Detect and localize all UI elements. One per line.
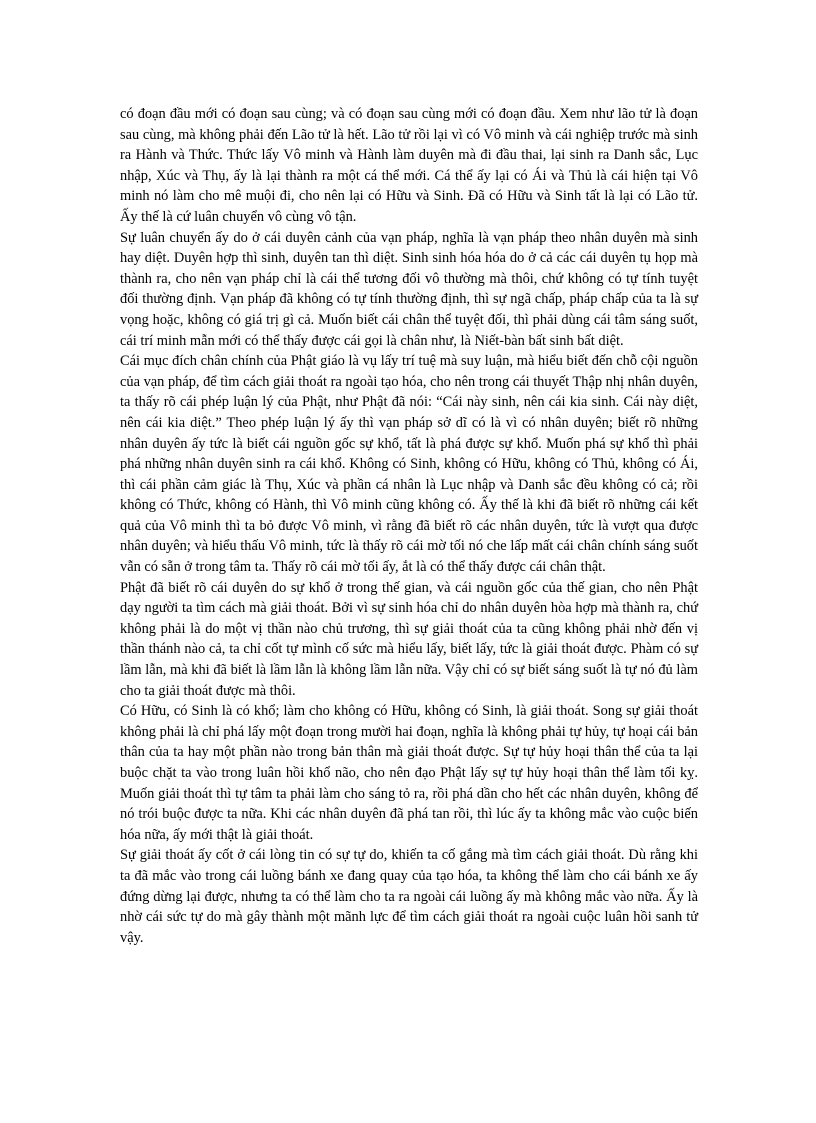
paragraph-6: Sự giải thoát ấy cốt ở cái lòng tin có sự tự do, khiến ta cố gắng mà tìm cách giải thoát. Dù rằng khi ta đã mắc vào trong cái luồng bánh xe đang quay của tạo hóa, ta không thể làm cho cái bánh xe ấy đứng dừng lại được, nhưng ta có thể làm cho ta ra ngoài cái luồng ấy mà không mắc vào nữa. Ấy là nhờ cái sức tự do mà gây thành một mãnh lực để tìm cách giải thoát ra ngoài cuộc luân hồi sanh tử vậy. (120, 847, 698, 946)
paragraph-2: Sự luân chuyển ấy do ở cái duyên cảnh của vạn pháp, nghĩa là vạn pháp theo nhân duyên mà sinh hay diệt. Duyên hợp thì sinh, duyên tan thì diệt. Sinh sinh hóa hóa do ở cả các cái duyên tụ họp mà thành ra, cho nên vạn pháp chỉ là cái thể tương đối vô thường mà thôi, chứ không có tự tính tuyệt đối thường định. Vạn pháp đã không có tự tính thường định, thì sự ngã chấp, pháp chấp của ta là sự vọng hoặc, không có giá trị gì cả. Muốn biết cái chân thể tuyệt đối, thì phải dùng cái tâm sáng suốt, cái trí minh mẫn mới có thể thấy được cái gọi là chân như, là Niết-bàn bất sinh bất diệt. (120, 229, 698, 349)
paragraph-5: Có Hữu, có Sinh là có khổ; làm cho không có Hữu, không có Sinh, là giải thoát. Song sự giải thoát không phải là chỉ phá lấy một đoạn trong mười hai đoạn, nghĩa là không phải tự hủy, tự hoại cái bản thân của ta hay một phần nào trong bản thân mà giải thoát được. Sự tự hủy hoại thân thể của ta lại buộc chặt ta vào trong luân hồi khổ não, cho nên đạo Phật lấy sự tự hủy hoại thân thể làm tối kỵ. Muốn giải thoát thì tự tâm ta phải làm cho sáng tỏ ra, rồi phá dần cho hết các nhân duyên, không để nó trói buộc được ta nữa. Khi các nhân duyên đã phá tan rồi, thì lúc ấy ta không mắc vào cuộc biến hóa nữa, ấy mới thật là giải thoát. (120, 703, 698, 843)
paragraph-3: Cái mục đích chân chính của Phật giáo là vụ lấy trí tuệ mà suy luận, mà hiểu biết đến chỗ cội nguồn của vạn pháp, để tìm cách giải thoát ra ngoài tạo hóa, cho nên trong cái thuyết Thập nhị nhân duyên, ta thấy rõ cái phép luận lý của Phật, như Phật đã nói: “Cái này sinh, nên cái kia sinh. Cái này diệt, nên cái kia diệt.” Theo phép luận lý ấy thì vạn pháp sở dĩ có là vì có nhân duyên; biết rõ những nhân duyên ấy tức là biết cái nguồn gốc sự khổ, tất là phá được sự khổ. Muốn phá sự khổ thì phải phá những nhân duyên sinh ra cái khổ. Không có Sinh, không có Hữu, không có Thủ, không có Ái, thì cái phần cảm giác là Thụ, Xúc và phần cá nhân là Lục nhập và Danh sắc đều không có cả; rồi không có Thức, không có Hành, thì Vô minh cũng không có. Ấy thế là khi đã biết rõ những cái kết quả của Vô minh thì ta bỏ được Vô minh, vì rằng đã biết rõ các nhân duyên, tức là vượt qua được nhân duyên; và hiểu thấu Vô minh, tức là thấy rõ cái mờ tối nó che lấp mất cái chân chính sáng suốt vẫn có sẵn ở trong tâm ta. Thấy rõ cái mờ tối ấy, ắt là có thể thấy được cái chân thật. (120, 353, 698, 576)
paragraph-4: Phật đã biết rõ cái duyên do sự khổ ở trong thế gian, và cái nguồn gốc của thế gian, cho nên Phật dạy người ta tìm cách mà giải thoát. Bởi vì sự sinh hóa chỉ do nhân duyên hòa hợp mà thành ra, chứ không phải là do một vị thần nào chủ trương, thì sự giải thoát của ta cũng không phải nhờ đến vị thần thánh nào cả, ta chỉ cốt tự mình cố sức mà hiểu lấy, biết lấy, tức là giải thoát được. Phàm có sự lầm lẫn, mà khi đã biết là lầm lẫn là không lầm lẫn nữa. Vậy chỉ có sự biết sáng suốt là tự nó đủ làm cho ta giải thoát được mà thôi. (120, 579, 698, 699)
document-page (120, 104, 698, 948)
paragraph-1: có đoạn đầu mới có đoạn sau cùng; và có đoạn sau cùng mới có đoạn đầu. Xem như lão tử là đoạn sau cùng, mà không phải đến Lão tử là hết. Lão tử rồi lại vì có Vô minh và cái nghiệp trước mà sinh ra Hành và Thức. Thức lấy Vô minh và Hành làm duyên mà đi đầu thai, lại sinh ra Danh sắc, Lục nhập, Xúc và Thụ, ấy là lại thành ra một cá thể mới. Cá thể ấy lại có Ái và Thủ là cái hiện tại Vô minh nó làm cho mê muội đi, cho nên lại có Hữu và Sinh. Đã có Hữu và Sinh tất là lại có Lão tử. Ấy thế là cứ luân chuyển vô cùng vô tận. (120, 106, 698, 225)
